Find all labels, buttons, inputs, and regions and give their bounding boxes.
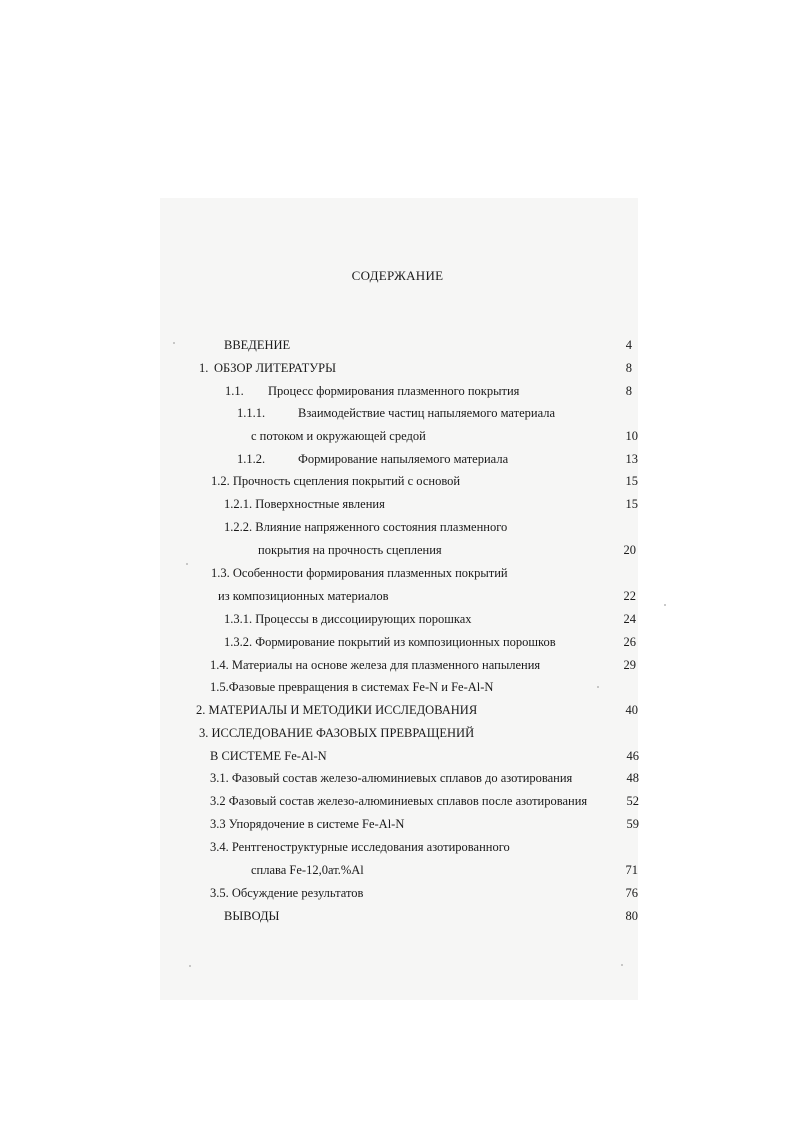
toc-entry-text: Формирование напыляемого материала — [298, 452, 509, 466]
toc-entry-page: 80 — [625, 909, 638, 923]
toc-entry — [251, 427, 426, 445]
toc-entry-page: 15 — [625, 474, 638, 488]
toc-entry-text: 3.5. Обсуждение результатов — [210, 886, 364, 900]
toc-entry-text: 3.2 Фазовый состав железо-алюминиевых сплавов после азотирования — [210, 794, 588, 808]
toc-entry-page: 46 — [626, 749, 639, 763]
toc-entry-page: 29 — [623, 658, 636, 672]
toc-entry-text: ВВЕДЕНИЕ — [224, 338, 291, 352]
toc-entry-number: 1. — [199, 361, 209, 375]
toc-entry — [224, 518, 507, 536]
toc-entry-page: 4 — [625, 338, 632, 352]
toc-entry — [298, 404, 555, 422]
toc-entry-text: Взаимодействие частиц напыляемого материала — [298, 406, 556, 420]
toc-entry — [218, 587, 389, 605]
toc-entry-page: 8 — [625, 361, 632, 375]
toc-entry — [199, 724, 474, 742]
toc-entry-text: 1.3. Особенности формирования плазменных покрытий — [211, 566, 508, 580]
toc-entry — [224, 336, 290, 354]
toc-entry-text: 1.4. Материалы на основе железа для плазменного напыления — [210, 658, 541, 672]
toc-entry — [224, 907, 279, 925]
toc-entry — [298, 450, 508, 468]
toc-entry-text: 1.2.1. Поверхностные явления — [224, 497, 385, 511]
toc-entry — [211, 472, 460, 490]
toc-entry-text: 1.3.1. Процессы в диссоциирующих порошках — [224, 612, 472, 626]
toc-entry-page: 76 — [625, 886, 638, 900]
toc-entry — [210, 769, 572, 787]
toc-entry-page: 13 — [625, 452, 638, 466]
toc-entry-text: 3.4. Рентгеноструктурные исследования азотированного — [210, 840, 510, 854]
toc-entry-text: 1.5.Фазовые превращения в системах Fe-N и Fe-Al-N — [210, 680, 494, 694]
toc-entry-number: 1.1.1. — [237, 406, 266, 420]
toc-entry-page: 52 — [626, 794, 639, 808]
toc-entry — [211, 564, 508, 582]
toc-entry-number: 1.1. — [225, 384, 244, 398]
toc-entry-page: 59 — [626, 817, 639, 831]
toc-entry-text: 2. МАТЕРИАЛЫ И МЕТОДИКИ ИССЛЕДОВАНИЯ — [196, 703, 478, 717]
toc-entry — [210, 678, 493, 696]
toc-entry — [268, 382, 519, 400]
toc-entry-text: сплава Fe-12,0ат.%Al — [251, 863, 364, 877]
toc-entry — [210, 884, 363, 902]
toc-entry-number: 1.1.2. — [237, 452, 266, 466]
toc-entry-text: ВЫВОДЫ — [224, 909, 280, 923]
toc-entry-page: 48 — [626, 771, 639, 785]
toc-entry-page: 10 — [625, 429, 638, 443]
toc-entry — [224, 610, 472, 628]
toc-entry-text: 1.2. Прочность сцепления покрытий с основой — [211, 474, 461, 488]
toc-entry-text: Процесс формирования плазменного покрытия — [268, 384, 520, 398]
toc-entry-page: 26 — [623, 635, 636, 649]
toc-entry-text: 3. ИССЛЕДОВАНИЕ ФАЗОВЫХ ПРЕВРАЩЕНИЙ — [199, 726, 475, 740]
toc-entry-page: 24 — [623, 612, 636, 626]
toc-entry — [210, 838, 510, 856]
toc-entry — [224, 633, 556, 651]
toc-entry — [196, 701, 477, 719]
toc-entry-text: В СИСТЕМЕ Fe-Al-N — [210, 749, 327, 763]
toc-entry-text: из композиционных материалов — [218, 589, 389, 603]
toc-entry — [210, 815, 404, 833]
toc-entry-page: 15 — [625, 497, 638, 511]
toc-entry — [224, 495, 385, 513]
toc-entry — [210, 792, 587, 810]
toc-entry-page: 71 — [625, 863, 638, 877]
toc-entry-text: ОБЗОР ЛИТЕРАТУРЫ — [214, 361, 336, 375]
toc-entry — [210, 747, 327, 765]
toc-entry — [258, 541, 442, 559]
page-title: СОДЕРЖАНИЕ — [351, 268, 444, 283]
toc-entry — [210, 656, 540, 674]
toc-entry-page: 22 — [623, 589, 636, 603]
toc-entry-text: 3.3 Упорядочение в системе Fe-Al-N — [210, 817, 405, 831]
toc-entry-text: 1.2.2. Влияние напряженного состояния плазменного — [224, 520, 508, 534]
toc-entry-text: с потоком и окружающей средой — [251, 429, 426, 443]
toc-entry-text: 3.1. Фазовый состав железо-алюминиевых сплавов до азотирования — [210, 771, 573, 785]
toc-entry — [251, 861, 364, 879]
toc-entry — [214, 359, 336, 377]
toc-entry-text: покрытия на прочность сцепления — [258, 543, 442, 557]
toc-entry-text: 1.3.2. Формирование покрытий из композиционных порошков — [224, 635, 556, 649]
toc-entry-page: 40 — [625, 703, 638, 717]
toc-entry-page: 20 — [623, 543, 636, 557]
toc-entry-page: 8 — [625, 384, 632, 398]
